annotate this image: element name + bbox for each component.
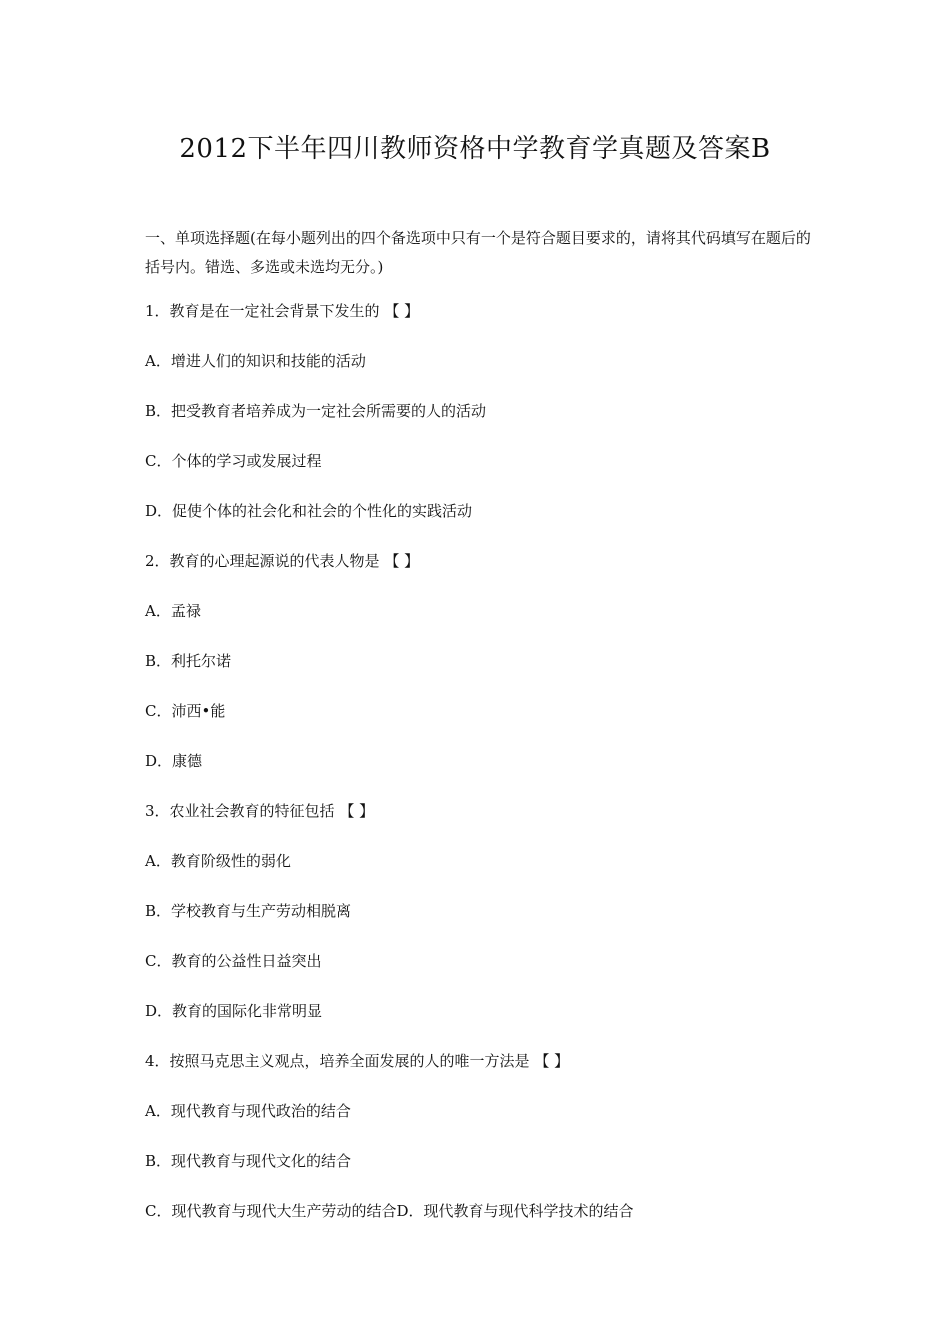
question-2	[145, 550, 825, 800]
answer-option: A．孟禄	[145, 602, 201, 620]
question-stem: 4．按照马克思主义观点，培养全面发展的人的唯一方法是 【 】	[145, 1052, 570, 1070]
answer-option: D．促使个体的社会化和社会的个性化的实践活动	[145, 502, 473, 520]
question-4	[145, 1050, 825, 1250]
answer-option: C．现代教育与现代大生产劳动的结合D．现代教育与现代科学技术的结合	[145, 1202, 634, 1220]
answer-option: C．个体的学习或发展过程	[145, 452, 322, 470]
answer-option: A．教育阶级性的弱化	[145, 852, 291, 870]
exam-content	[145, 224, 825, 1250]
answer-option: C．教育的公益性日益突出	[145, 952, 322, 970]
answer-option: B．现代教育与现代文化的结合	[145, 1152, 352, 1170]
answer-option: C．沛西•能	[145, 702, 226, 720]
section-instruction: 一、单项选择题(在每小题列出的四个备选项中只有一个是符合题目要求的，请将其代码填写在题后的括号内。错选、多选或未选均无分。)	[145, 229, 811, 276]
answer-option: B．把受教育者培养成为一定社会所需要的人的活动	[145, 402, 487, 420]
answer-option: A．增进人们的知识和技能的活动	[145, 352, 366, 370]
answer-option: D．康德	[145, 752, 203, 770]
answer-option: B．学校教育与生产劳动相脱离	[145, 902, 352, 920]
answer-option: A．现代教育与现代政治的结合	[145, 1102, 351, 1120]
answer-option: B．利托尔诺	[145, 652, 232, 670]
document-title: 2012下半年四川教师资格中学教育学真题及答案B	[179, 134, 771, 164]
question-stem: 1．教育是在一定社会背景下发生的 【 】	[145, 302, 420, 320]
answer-option: D．教育的国际化非常明显	[145, 1002, 323, 1020]
question-stem: 3．农业社会教育的特征包括 【 】	[145, 802, 375, 820]
question-1	[145, 300, 825, 550]
question-stem: 2．教育的心理起源说的代表人物是 【 】	[145, 552, 420, 570]
question-3	[145, 800, 825, 1050]
